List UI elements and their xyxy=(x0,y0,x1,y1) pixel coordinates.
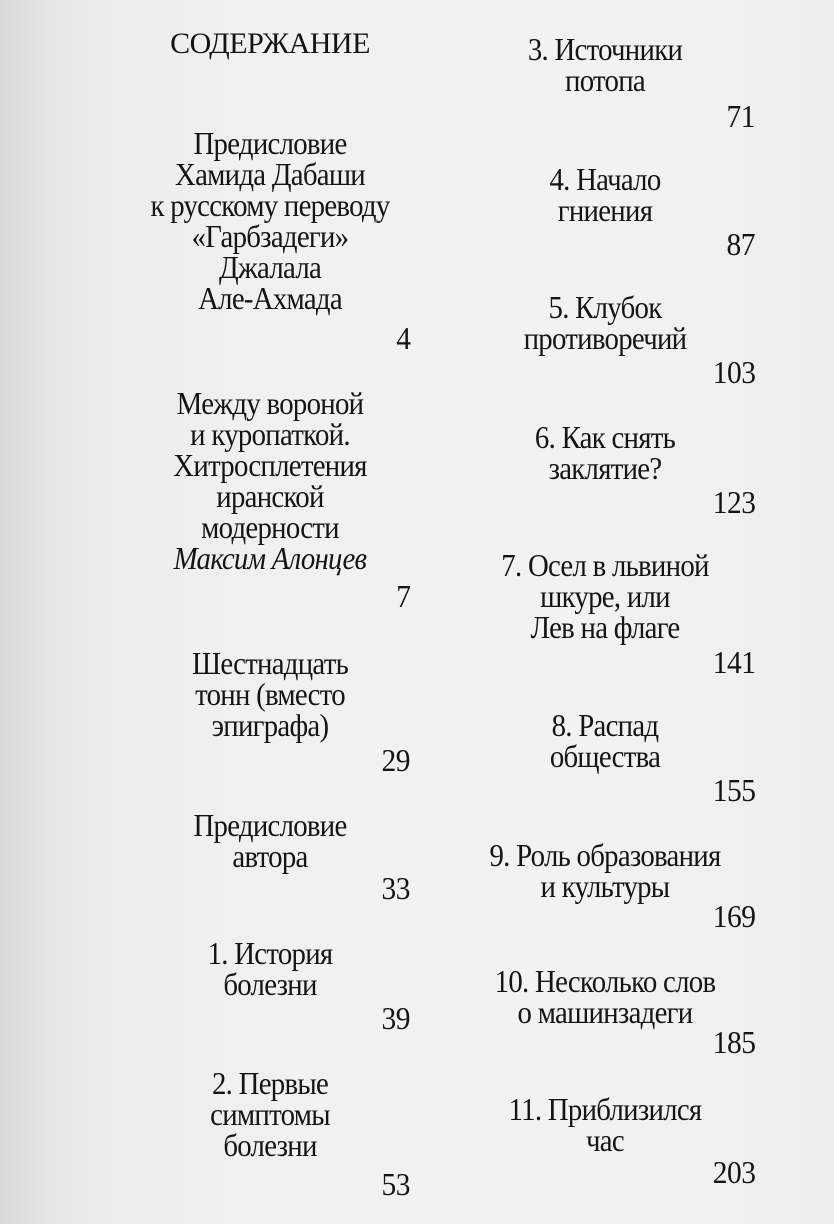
toc-entry-title xyxy=(470,837,740,904)
toc-title-line: автора xyxy=(232,838,308,874)
toc-page-number: 53 xyxy=(381,1166,410,1202)
toc-entry-chapter-6 xyxy=(455,419,755,520)
toc-title-line: противоречий xyxy=(523,320,687,356)
toc-title-line: «Гарбзадеги» xyxy=(191,218,349,254)
toc-title-line: гниения xyxy=(557,192,653,228)
toc-title-line: иранской xyxy=(216,478,324,514)
toc-title-line: Шестнадцать xyxy=(191,645,349,681)
toc-entry-title xyxy=(144,385,396,576)
toc-title-line: Але-Ахмада xyxy=(198,280,342,316)
toc-title-line: и куропаткой. xyxy=(190,416,350,452)
toc-entry-chapter-4 xyxy=(455,161,755,262)
toc-title-line: 3. Источники xyxy=(527,31,683,67)
toc-title-line: час xyxy=(586,1122,624,1158)
toc-title-line: эпиграфа) xyxy=(211,707,329,743)
toc-page-number: 29 xyxy=(381,742,410,778)
toc-entry-chapter-3 xyxy=(455,31,755,134)
toc-page-number: 169 xyxy=(712,898,755,934)
toc-page-number: 7 xyxy=(395,578,410,614)
toc-entry-author: Максим Алонцев xyxy=(173,540,367,576)
toc-title-line: 6. Как снять xyxy=(534,419,676,455)
toc-title-line: Предисловие xyxy=(193,125,347,161)
toc-entry-title xyxy=(470,707,740,774)
toc-entry-title xyxy=(144,807,396,874)
toc-title-line: 8. Распад xyxy=(551,707,659,743)
toc-title-line: Хитросплетения xyxy=(173,447,367,483)
toc-page-number: 203 xyxy=(712,1154,755,1190)
toc-title-line: 7. Осел в львиной xyxy=(501,547,709,583)
toc-entry-chapter-5 xyxy=(455,289,755,390)
toc-title-line: Джалала xyxy=(218,249,322,285)
toc-page-number: 71 xyxy=(726,98,755,134)
toc-entry-title xyxy=(470,161,740,228)
toc-page-number: 155 xyxy=(712,772,755,808)
toc-entry-alontsev-essay xyxy=(130,385,410,614)
toc-entry-chapter-7 xyxy=(455,547,755,680)
toc-entry-dabashi-preface xyxy=(130,125,410,356)
toc-entry-title xyxy=(144,935,396,1002)
toc-title-line: 4. Начало xyxy=(549,161,661,197)
toc-entry-title xyxy=(144,125,396,316)
toc-entry-title xyxy=(144,645,396,743)
toc-page-number: 87 xyxy=(726,226,755,262)
toc-entry-author-preface xyxy=(130,807,410,906)
toc-title-line: 9. Роль образования xyxy=(489,837,721,873)
toc-entry-title xyxy=(470,963,740,1030)
toc-title-line: Лев на флаге xyxy=(530,609,680,645)
toc-title-line: к русскому переводу xyxy=(150,187,390,223)
toc-entry-title xyxy=(470,547,740,645)
toc-entry-sixteen-tons xyxy=(130,645,410,778)
toc-title-line: тонн (вместо xyxy=(195,676,345,712)
toc-title-line: Предисловие xyxy=(193,807,347,843)
toc-entry-chapter-11 xyxy=(455,1091,755,1190)
toc-title-line: симптомы xyxy=(210,1096,330,1132)
toc-entry-chapter-9 xyxy=(455,837,755,934)
toc-title-line: 10. Несколько слов xyxy=(494,963,716,999)
toc-title-line: заклятие? xyxy=(548,450,662,486)
toc-title-line: и культуры xyxy=(540,868,670,904)
toc-entry-title xyxy=(470,1091,740,1158)
toc-entry-chapter-2 xyxy=(130,1065,410,1202)
toc-title-line: шкуре, или xyxy=(540,578,670,614)
toc-page-number: 103 xyxy=(712,354,755,390)
toc-page-number: 39 xyxy=(381,1000,410,1036)
toc-title-line: модерности xyxy=(201,509,339,545)
toc-entry-title xyxy=(470,419,740,486)
toc-title-line: 1. История xyxy=(207,935,333,971)
toc-title-line: 5. Клубок xyxy=(548,289,662,325)
toc-page-number: 141 xyxy=(712,644,755,680)
toc-title-line: о машинзадеги xyxy=(517,994,693,1030)
toc-entry-chapter-8 xyxy=(455,707,755,808)
toc-title-line: 11. Приблизился xyxy=(508,1091,702,1127)
toc-entry-title xyxy=(470,289,740,356)
toc-entry-chapter-1 xyxy=(130,935,410,1036)
toc-title-line: Между вороной xyxy=(176,385,364,421)
toc-title-line: Хамида Дабаши xyxy=(175,156,365,192)
toc-title-line: болезни xyxy=(223,966,317,1002)
toc-page-number: 4 xyxy=(395,320,410,356)
toc-title-line: болезни xyxy=(223,1127,317,1163)
toc-page-number: 185 xyxy=(712,1024,755,1060)
toc-title-line: потопа xyxy=(565,62,645,98)
toc-title-line: 2. Первые xyxy=(211,1065,329,1101)
toc-page-number: 123 xyxy=(712,484,755,520)
toc-entry-title xyxy=(144,1065,396,1163)
contents-heading: СОДЕРЖАНИЕ xyxy=(170,27,370,60)
toc-entry-title xyxy=(470,31,740,98)
toc-page-number: 33 xyxy=(381,870,410,906)
toc-title-line: общества xyxy=(549,738,661,774)
toc-entry-chapter-10 xyxy=(455,963,755,1060)
